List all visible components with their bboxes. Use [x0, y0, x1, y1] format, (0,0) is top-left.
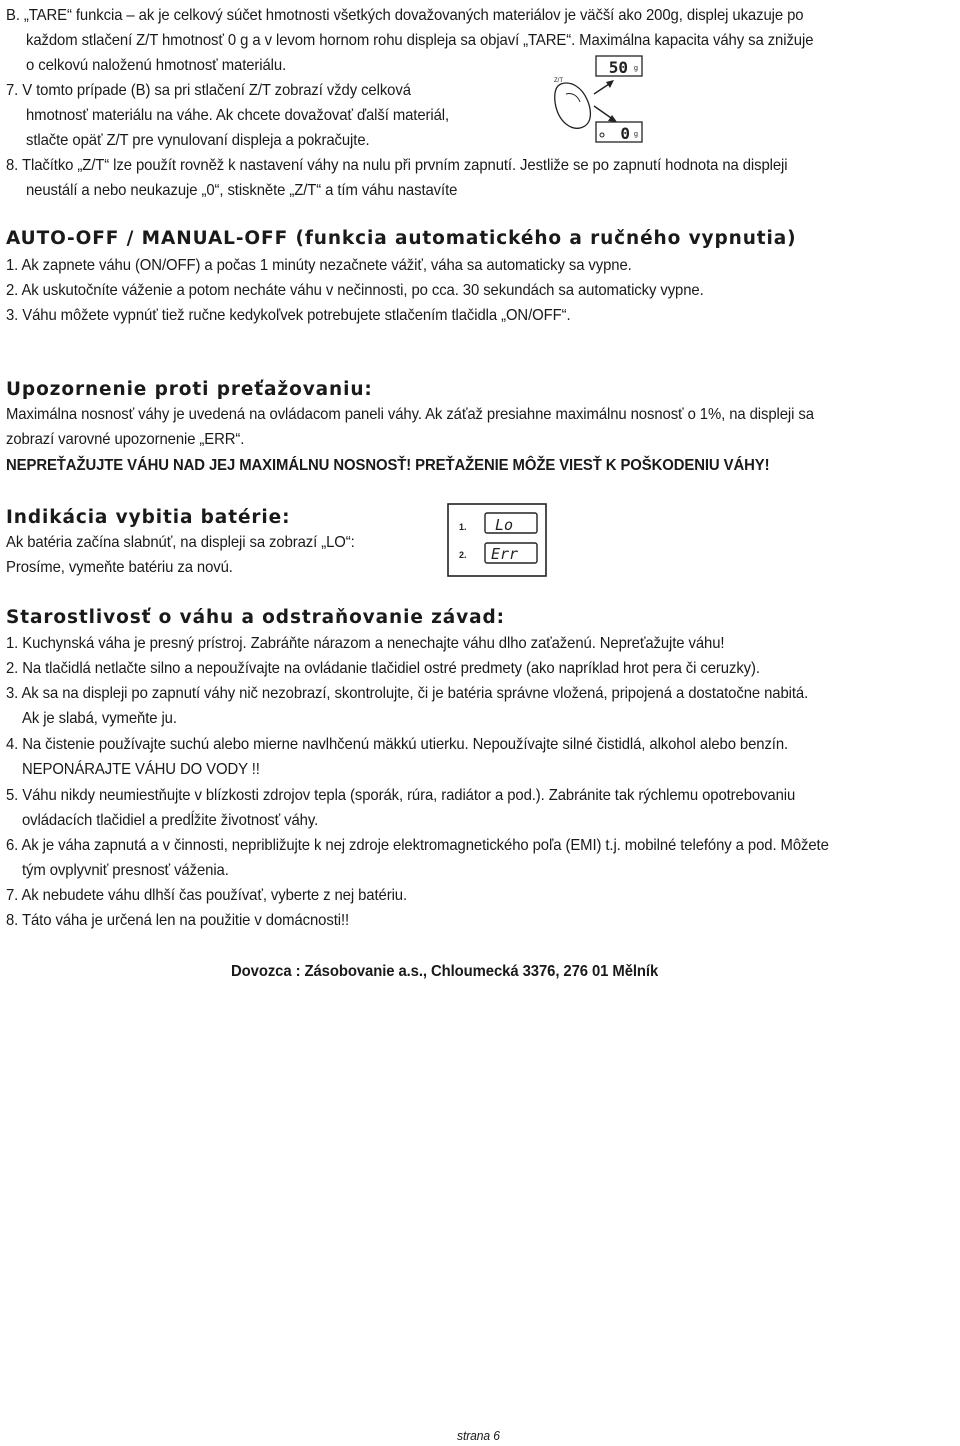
auto-off-line-2: 2. Ak uskutočníte váženie a potom necháte váhu v nečinnosti, po cca. 30 sekundách sa automaticky vypne.	[6, 282, 704, 299]
zt-button-label: Z/T	[554, 78, 563, 84]
care-line-10: tým ovplyvniť presnosť váženia.	[22, 862, 229, 879]
importer-line: Dovozca : Zásobovanie a.s., Chloumecká 3376, 276 01 Mělník	[231, 963, 659, 980]
auto-off-line-3: 3. Váhu môžete vypnúť tiež ručne kedykoľvek potrebujete stlačením tlačidla „ON/OFF“.	[6, 307, 571, 324]
tare-line-7: 8. Tlačítko „Z/T“ lze použít rovněž k nastavení váhy na nulu při prvním zapnutí. Jestliže se po zapnutí hodnota na displeji	[6, 157, 788, 174]
battery-line-1: Ak batéria začína slabnúť, na displeji sa zobrazí „LO“:	[6, 534, 355, 551]
overload-line-1: Maximálna nosnosť váhy je uvedená na ovládacom paneli váhy. Ak záťaž presiahne maximálnu nosnosť o 1%, na displeji sa	[6, 406, 814, 423]
tare-line-4: 7. V tomto prípade (B) sa pri stlačení Z/T zobrazí vždy celková	[6, 82, 411, 99]
care-line-6: NEPONÁRAJTE VÁHU DO VODY !!	[22, 761, 260, 778]
display-top-value: 50	[608, 58, 628, 77]
display-bottom-unit: g	[634, 131, 638, 138]
care-line-12: 8. Táto váha je určená len na použitie v domácnosti!!	[6, 912, 350, 929]
tare-line-2: každom stlačení Z/T hmotnosť 0 g a v levom hornom rohu displeja sa objaví „TARE“. Maximálna kapacita váhy sa znižuje	[26, 32, 814, 49]
battery-row2-number: 2.	[459, 550, 467, 560]
care-line-11: 7. Ak nebudete váhu dlhší čas používať, vyberte z nej batériu.	[6, 887, 408, 904]
care-line-7: 5. Váhu nikdy neumiestňujte v blízkosti zdrojov tepla (sporák, rúra, radiátor a pod.). Zabránite tak rýchlemu opotrebovaniu	[6, 787, 796, 804]
battery-row1-number: 1.	[459, 522, 467, 532]
auto-off-line-1: 1. Ak zapnete váhu (ON/OFF) a počas 1 minúty nezačnete vážiť, váha sa automaticky sa vypne.	[6, 257, 632, 274]
tare-line-6: stlačte opäť Z/T pre vynulovaní displeja a pokračujte.	[26, 132, 370, 149]
tare-line-5: hmotnosť materiálu na váhe. Ak chcete dovažovať ďalší materiál,	[26, 107, 450, 124]
tare-line-8: neustálí a nebo neukazuje „0“, stiskněte „Z/T“ a tím váhu nastavíte	[26, 182, 458, 199]
care-heading: Starostlivosť o váhu a odstraňovanie závad:	[6, 607, 505, 628]
battery-display-err: Err	[491, 545, 519, 563]
care-line-4: Ak je slabá, vymeňte ju.	[22, 710, 177, 727]
battery-heading: Indikácia vybitia batérie:	[6, 507, 291, 528]
page-number: strana 6	[457, 1428, 500, 1443]
care-line-9: 6. Ak je váha zapnutá a v činnosti, nepribližujte k nej zdroje elektromagnetického poľa (EMI) t.j. mobilné telefóny a pod. Môžete	[6, 837, 829, 854]
overload-warning: NEPREŤAŽUJTE VÁHU NAD JEJ MAXIMÁLNU NOSNOSŤ! PREŤAŽENIE MÔŽE VIESŤ K POŠKODENIU VÁHY!	[6, 457, 770, 474]
battery-display-figure	[447, 503, 547, 577]
auto-off-heading: AUTO-OFF / MANUAL-OFF (funkcia automatického a ručného vypnutia)	[6, 228, 797, 249]
overload-line-2: zobrazí varovné upozornenie „ERR“.	[6, 431, 245, 448]
care-line-8: ovládacích tlačidiel a predĺžite životnosť váhy.	[22, 812, 319, 829]
care-line-1: 1. Kuchynská váha je presný prístroj. Zabráňte nárazom a nenechajte váhu dlho zaťaženú. Nepreťažujte váhu!	[6, 635, 725, 652]
care-line-2: 2. Na tlačidlá netlačte silno a nepoužívajte na ovládanie tlačidiel ostré predmety (ako napríklad hrot pera či ceruzky).	[6, 660, 760, 677]
overload-heading: Upozornenie proti preťažovaniu:	[6, 379, 373, 400]
display-bottom-value: 0	[620, 124, 630, 143]
battery-line-2: Prosíme, vymeňte batériu za novú.	[6, 559, 233, 576]
battery-display-lo: Lo	[495, 516, 514, 534]
tare-illustration	[548, 52, 660, 152]
tare-line-3: o celkovú naloženú hmotnosť materiálu.	[26, 57, 287, 74]
care-line-5: 4. Na čistenie používajte suchú alebo mierne navlhčenú mäkkú utierku. Nepoužívajte silné čistidlá, alkohol alebo benzín.	[6, 736, 789, 753]
tare-line-1: B. „TARE“ funkcia – ak je celkový súčet hmotnosti všetkých dovažovaných materiálov je väčší ako 200g, displej ukazuje po	[6, 7, 804, 24]
care-line-3: 3. Ak sa na displeji po zapnutí váhy nič nezobrazí, skontrolujte, či je batéria správne vložená, pripojená a dostatočne nabitá.	[6, 685, 809, 702]
display-top-unit: g	[634, 65, 638, 72]
finger-icon	[555, 83, 591, 128]
